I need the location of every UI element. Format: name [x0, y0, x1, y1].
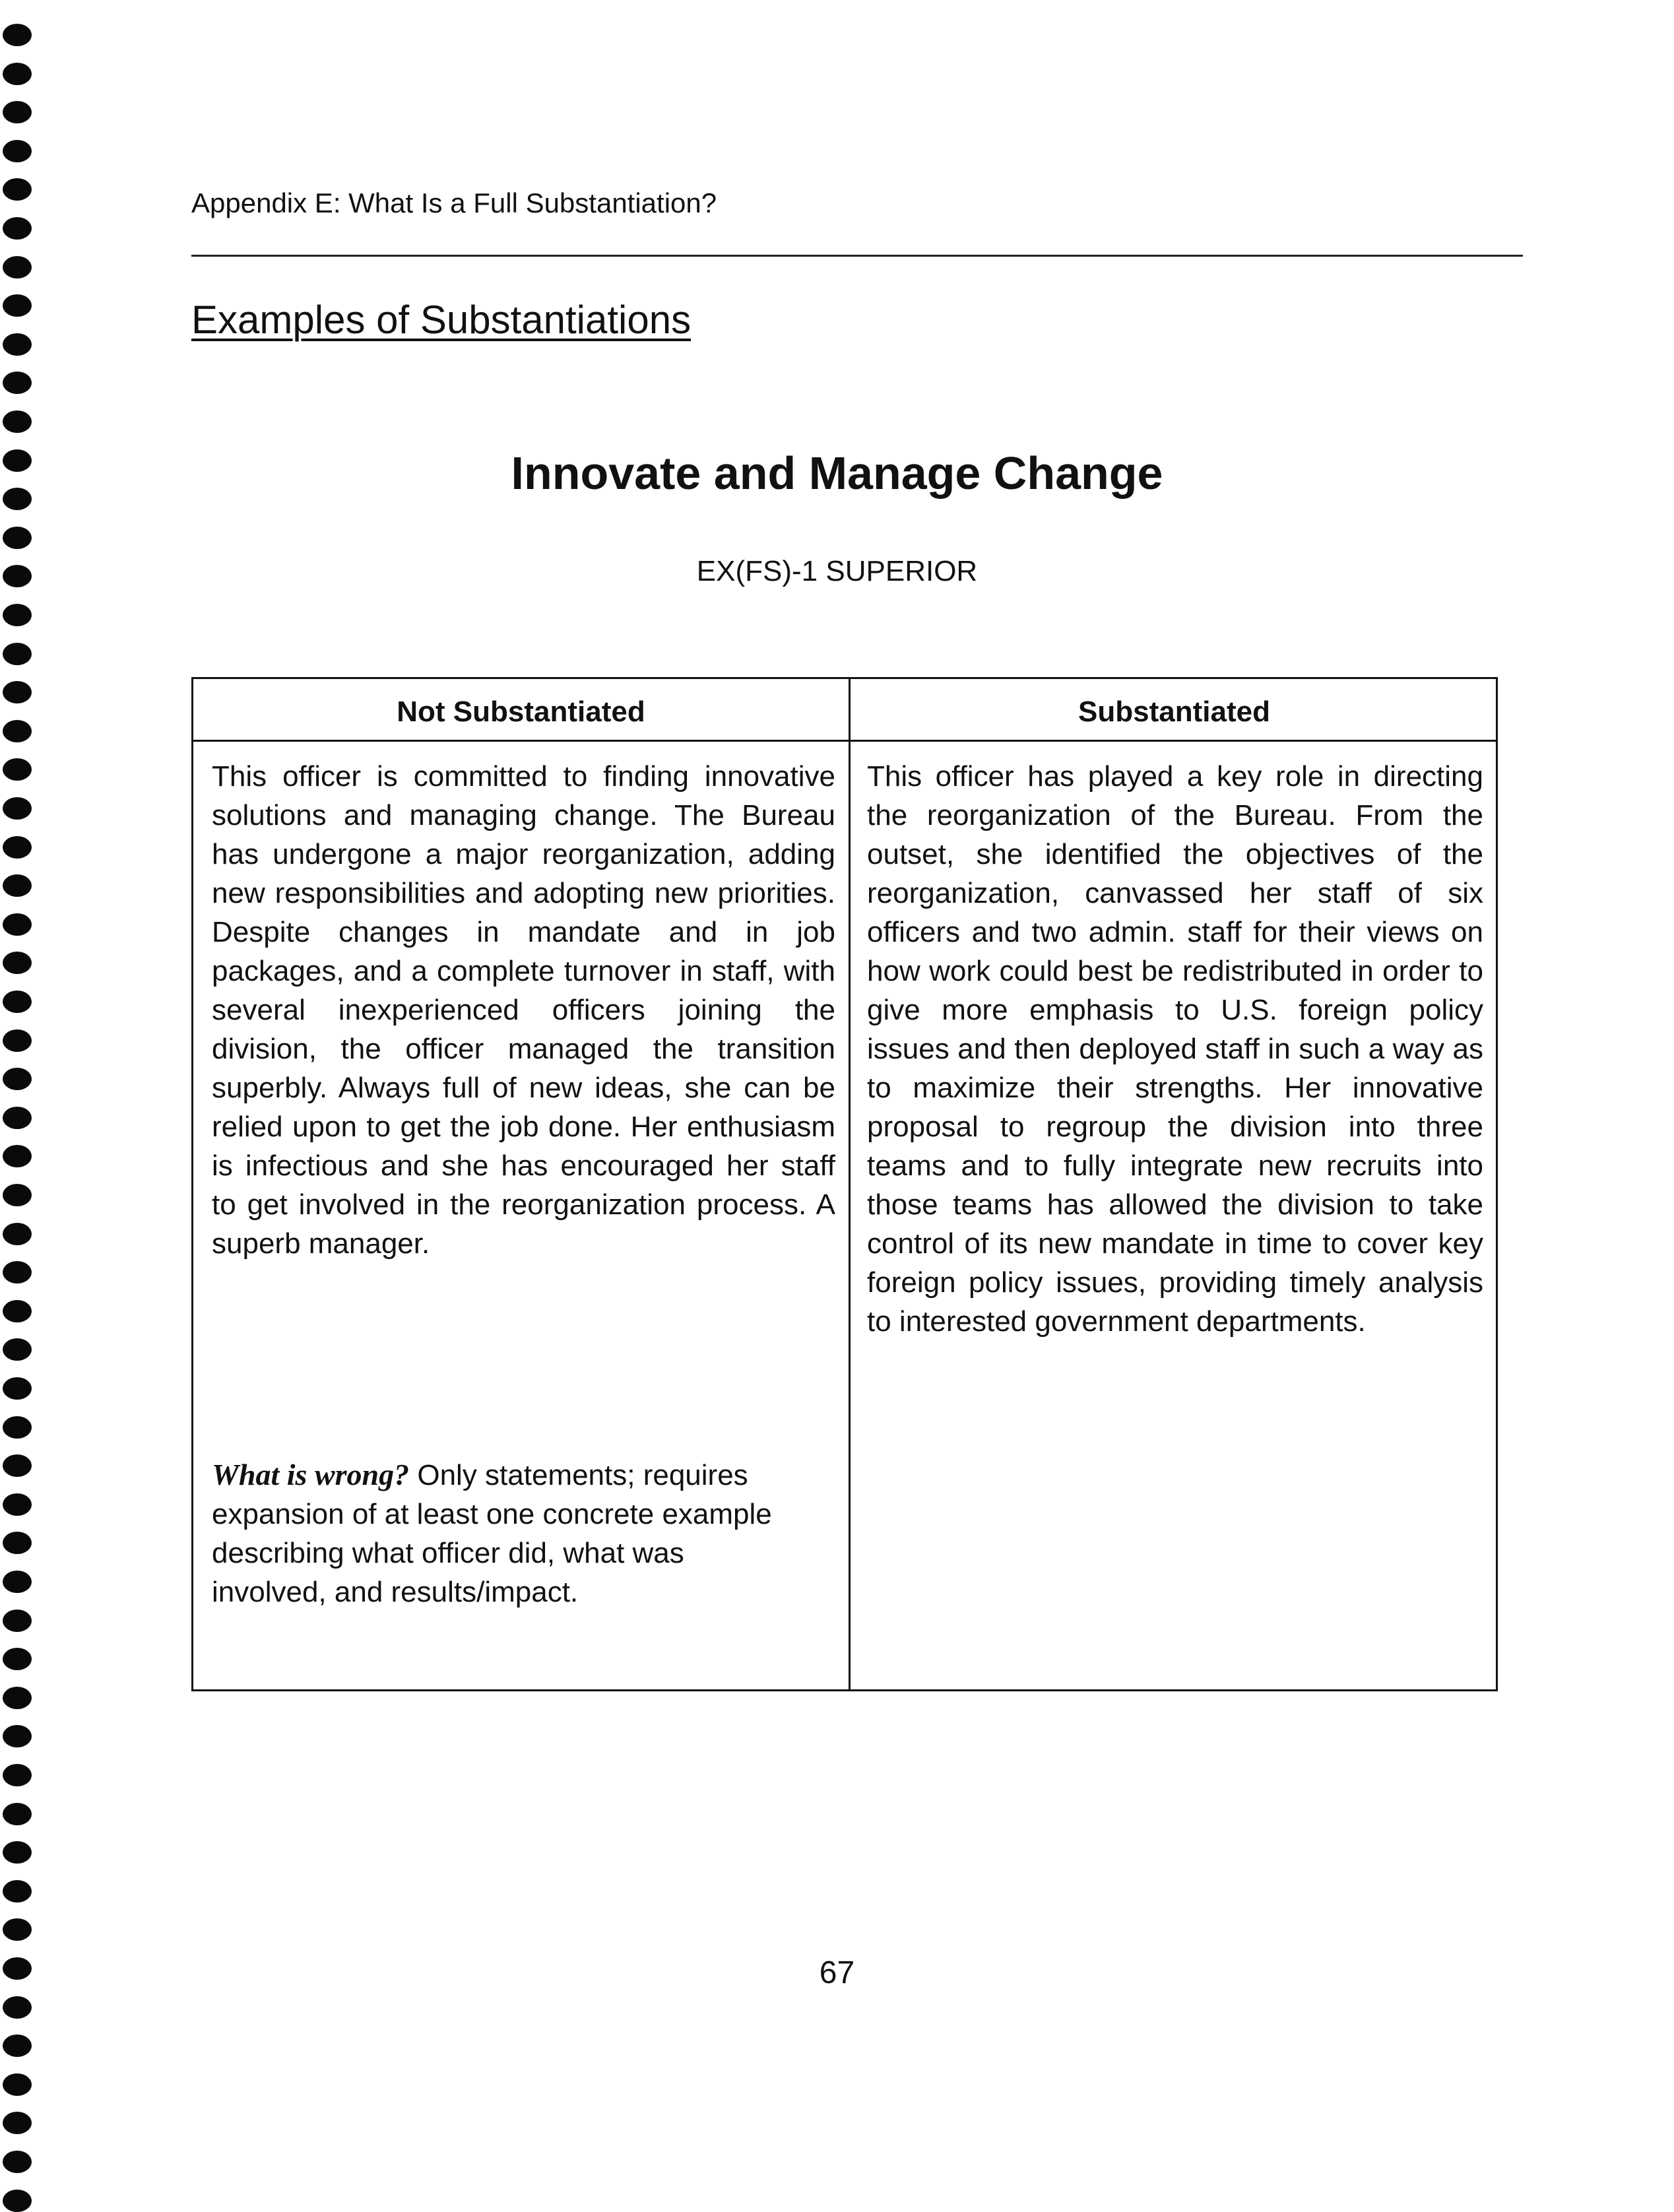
binding-hole — [3, 1803, 32, 1825]
binding-hole — [3, 1107, 32, 1129]
binding-hole — [3, 1184, 32, 1206]
header-substantiated: Substantiated — [1078, 696, 1270, 728]
header-not-substantiated: Not Substantiated — [397, 696, 645, 728]
binding-hole — [3, 1377, 32, 1400]
binding-hole — [3, 24, 32, 46]
binding-hole — [3, 1261, 32, 1284]
binding-hole — [3, 2151, 32, 2173]
binding-hole — [3, 1532, 32, 1554]
binding-hole — [3, 720, 32, 742]
binding-hole — [3, 913, 32, 936]
binding-hole — [3, 643, 32, 665]
binding-hole — [3, 758, 32, 781]
binding-hole — [3, 527, 32, 549]
binding-hole — [3, 991, 32, 1013]
binding-hole — [3, 256, 32, 278]
binding-hole — [3, 1300, 32, 1322]
critique-note — [212, 1455, 792, 1611]
substantiated-text: This officer has played a key role in directing the reorganization of the Bureau. From the outset, she identified the objectives of the reorganization, canvassed her staff of six officers and two admin. staff for their views on how work could best be redistributed in order to give more emphasis to U.S. foreign policy issues and then deployed staff in such a way as to maximize their strengths. Her innovative proposal to regroup the division into three teams and to fully integrate new recruits into those teams has allowed the division to take control of its new mandate in time to cover key foreign policy issues, providing timely analysis to interested government departments. — [867, 760, 1483, 1338]
binding-hole — [3, 1454, 32, 1477]
binding-hole — [3, 2073, 32, 2096]
table-header-rule — [193, 740, 1496, 742]
binding-hole — [3, 604, 32, 626]
binding-hole — [3, 410, 32, 433]
binding-hole — [3, 1610, 32, 1632]
binding-hole — [3, 797, 32, 820]
not-substantiated-text: This officer is committed to finding innovative solutions and managing change. The Bureau has undergone a major reorganization, adding new responsibilities and adopting new priorities. Despite changes in mandate and in job packages, and a complete turnover in staff, with several inexperienced officers joining the division, the officer managed the transition superbly. Always full of new ideas, she can be relied upon to get the job done. Her enthusiasm is infectious and she has encouraged her staff to get involved in the reorganization process. A superb manager. — [212, 760, 835, 1260]
binding-hole — [3, 294, 32, 317]
binding-hole — [3, 1996, 32, 2019]
binding-hole — [3, 952, 32, 974]
spiral-binding — [0, 0, 46, 2195]
binding-hole — [3, 1571, 32, 1593]
competency-title: Innovate and Manage Change — [511, 447, 1163, 499]
binding-hole — [3, 681, 32, 703]
binding-hole — [3, 2112, 32, 2134]
binding-hole — [3, 372, 32, 394]
binding-hole — [3, 178, 32, 201]
binding-hole — [3, 333, 32, 356]
binding-hole — [3, 140, 32, 162]
binding-hole — [3, 1145, 32, 1167]
binding-hole — [3, 1687, 32, 1709]
binding-hole — [3, 1880, 32, 1903]
binding-hole — [3, 1493, 32, 1516]
binding-hole — [3, 2034, 32, 2057]
binding-hole — [3, 1416, 32, 1439]
comparison-table — [191, 677, 1498, 1691]
binding-hole — [3, 1725, 32, 1747]
binding-hole — [3, 63, 32, 85]
binding-hole — [3, 1029, 32, 1052]
running-head: Appendix E: What Is a Full Substantiation? — [191, 187, 717, 218]
section-heading: Examples of Substantiations — [191, 298, 692, 342]
critique-label: What is wrong? — [212, 1458, 410, 1491]
binding-hole — [3, 1338, 32, 1361]
binding-hole — [3, 2190, 32, 2212]
binding-hole — [3, 1841, 32, 1864]
binding-hole — [3, 836, 32, 859]
column-divider — [849, 679, 851, 1689]
binding-hole — [3, 1068, 32, 1090]
critique-text: Only statements; requires expansion of at least one concrete example describing what officer did, what was involved, and results/impact. — [212, 1459, 772, 1608]
binding-hole — [3, 1223, 32, 1245]
binding-hole — [3, 1764, 32, 1786]
binding-hole — [3, 1918, 32, 1941]
binding-hole — [3, 874, 32, 897]
page-number: 67 — [819, 1955, 855, 1990]
binding-hole — [3, 1648, 32, 1670]
binding-hole — [3, 217, 32, 240]
binding-hole — [3, 101, 32, 123]
level-label: EX(FS)-1 SUPERIOR — [696, 555, 978, 587]
header-rule — [191, 255, 1523, 257]
